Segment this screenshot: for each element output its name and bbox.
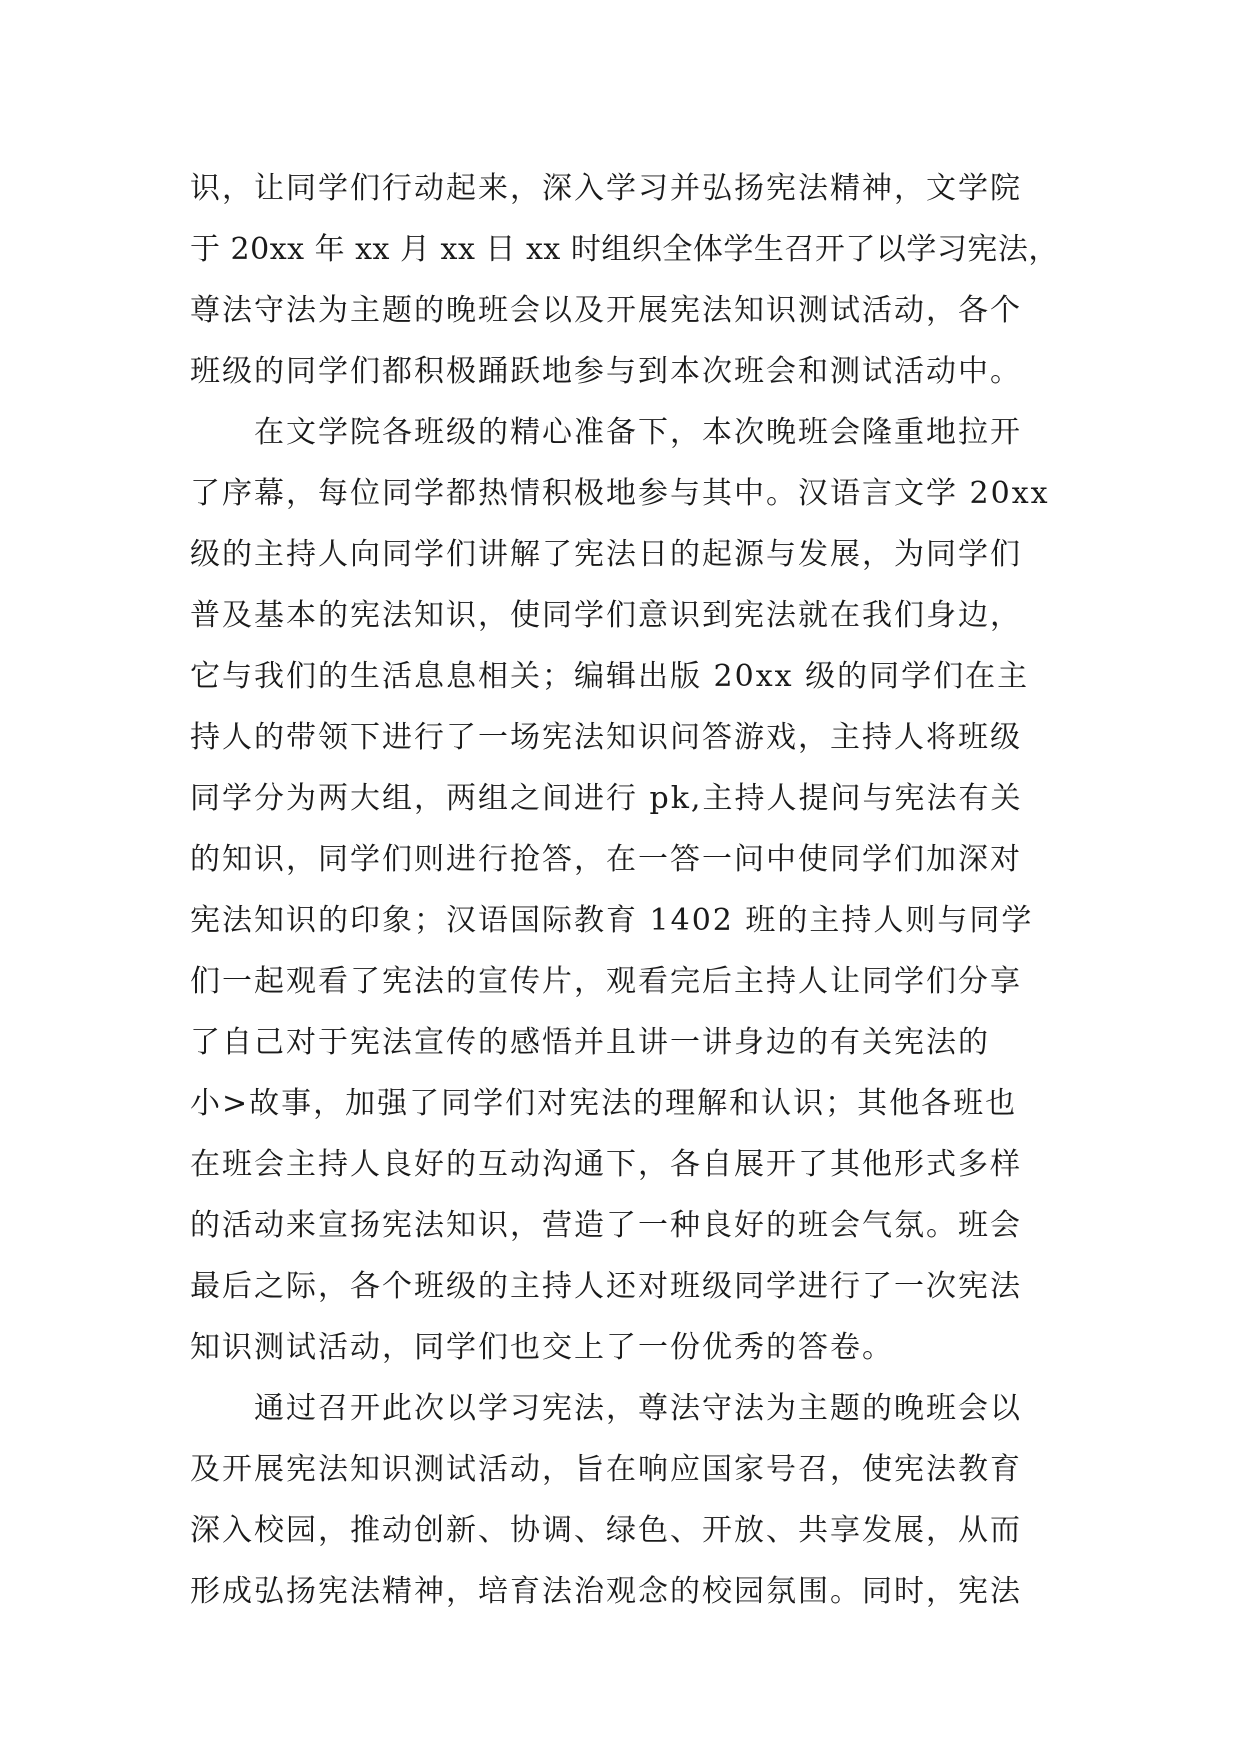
text-line: 知识测试活动，同学们也交上了一份优秀的答卷。: [190, 1330, 894, 1365]
text-line: 的活动来宣扬宪法知识，营造了一种良好的班会气氛。班会: [190, 1208, 1022, 1243]
text-line: 于 20xx 年 xx 月 xx 日 xx 时组织全体学生召开了以学习宪法，: [190, 232, 1059, 267]
text-line: 了序幕，每位同学都热情积极地参与其中。汉语言文学 20xx: [190, 476, 1050, 511]
text-line: 宪法知识的印象；汉语国际教育 1402 班的主持人则与同学: [190, 903, 1034, 938]
text-line: 了自己对于宪法宣传的感悟并且讲一讲身边的有关宪法的: [190, 1025, 990, 1060]
text-line: 它与我们的生活息息相关；编辑出版 20xx 级的同学们在主: [190, 659, 1030, 694]
text-line: 通过召开此次以学习宪法，尊法守法为主题的晚班会以: [254, 1391, 1022, 1426]
text-line: 级的主持人向同学们讲解了宪法日的起源与发展，为同学们: [190, 537, 1022, 572]
text-line: 最后之际，各个班级的主持人还对班级同学进行了一次宪法: [190, 1269, 1022, 1304]
text-line: 班级的同学们都积极踊跃地参与到本次班会和测试活动中。: [190, 354, 1022, 389]
text-line: 及开展宪法知识测试活动，旨在响应国家号召，使宪法教育: [190, 1452, 1022, 1487]
text-line: 小>故事，加强了同学们对宪法的理解和认识；其他各班也: [190, 1086, 1018, 1121]
text-line: 形成弘扬宪法精神，培育法治观念的校园氛围。同时，宪法: [190, 1574, 1022, 1609]
text-line: 在文学院各班级的精心准备下，本次晚班会隆重地拉开: [254, 415, 1022, 450]
document-body: [190, 158, 1070, 1622]
text-line: 深入校园，推动创新、协调、绿色、开放、共享发展，从而: [190, 1513, 1022, 1548]
text-line: 的知识，同学们则进行抢答，在一答一问中使同学们加深对: [190, 842, 1022, 877]
text-line: 们一起观看了宪法的宣传片，观看完后主持人让同学们分享: [190, 964, 1022, 999]
text-line: 识，让同学们行动起来，深入学习并弘扬宪法精神，文学院: [190, 171, 1022, 206]
text-line: 持人的带领下进行了一场宪法知识问答游戏，主持人将班级: [190, 720, 1022, 755]
text-line: 同学分为两大组，两组之间进行 pk,主持人提问与宪法有关: [190, 781, 1023, 816]
text-line: 普及基本的宪法知识，使同学们意识到宪法就在我们身边，: [190, 598, 1022, 633]
text-line: 在班会主持人良好的互动沟通下，各自展开了其他形式多样: [190, 1147, 1022, 1182]
text-line: 尊法守法为主题的晚班会以及开展宪法知识测试活动，各个: [190, 293, 1022, 328]
